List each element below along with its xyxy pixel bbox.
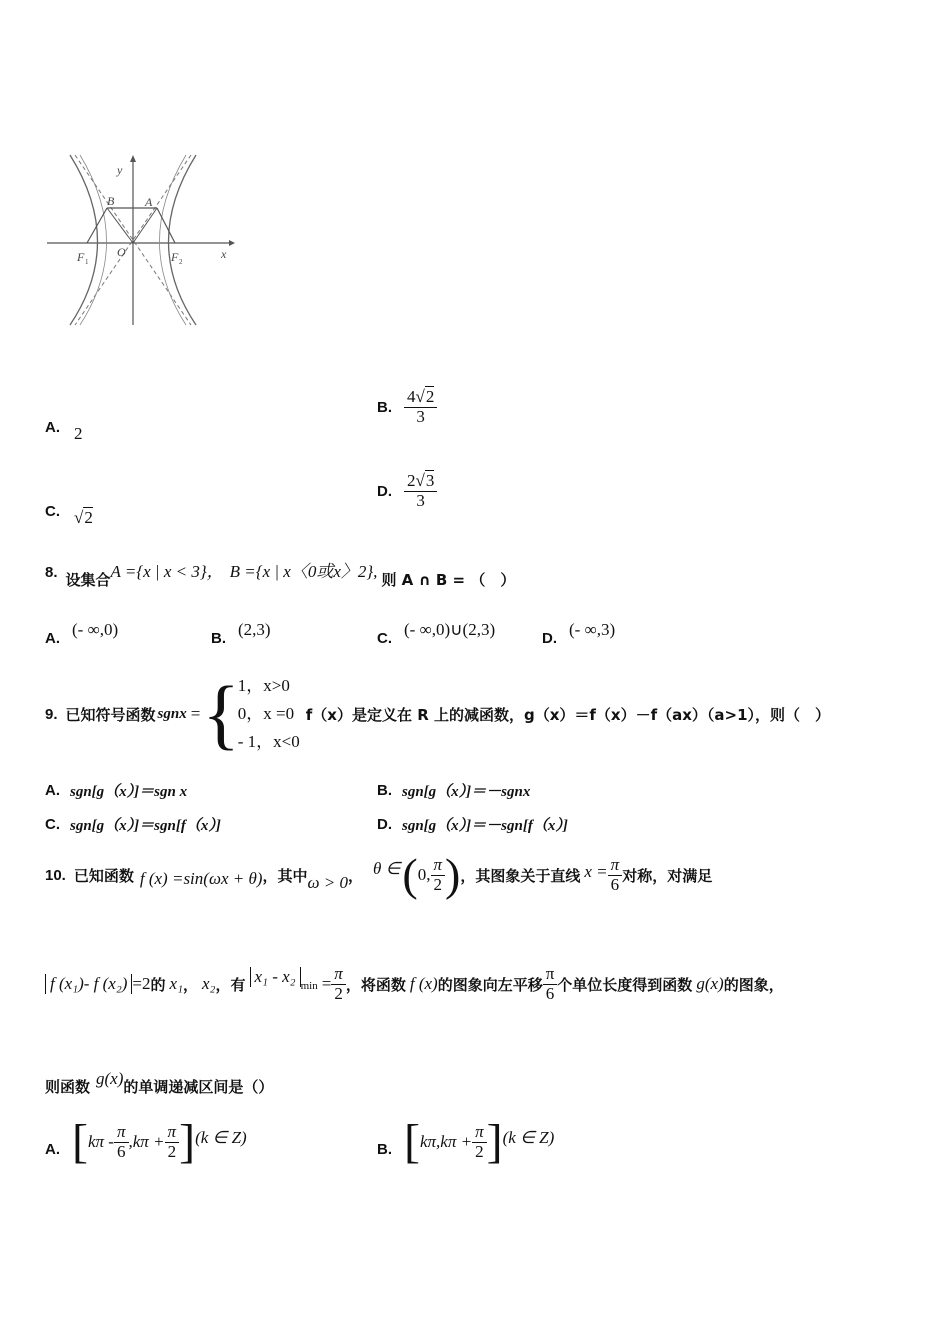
- q8-option-c[interactable]: [377, 612, 495, 647]
- option-letter: D.: [377, 482, 392, 500]
- q10-option-b[interactable]: B. [ kπ,kπ + $\frac{\pi}{2}$ ] (k ∈ Z): [377, 1115, 555, 1168]
- interval-left: 0,: [417, 865, 431, 884]
- q9-option-c[interactable]: [45, 814, 221, 835]
- question-tail: f（x）是定义在 R 上的减函数，g（x）＝f（x）－f（ax）（a>1），则（ ）: [305, 705, 831, 724]
- q10-stem-line2: f (x₁)- f (x₂) =2 的 x₁ ， x₂ ，有 x₁ - x₂ min = $\frac{\pi}{2}$ ，将函数 f (x) 的图象向左平移 $\frac{\pi}{6}$ 个单位长度得到函数 g(x) 的图象，: [45, 965, 784, 1003]
- focus-f1-sub: 1: [85, 258, 89, 266]
- x1: x₁: [169, 974, 183, 994]
- hyperbola-figure: [45, 150, 235, 330]
- function-g: g(x): [696, 974, 724, 994]
- text-segment: 的图象向左平移: [437, 975, 543, 994]
- q8-option-a[interactable]: [45, 612, 118, 647]
- option-letter: D.: [542, 630, 557, 647]
- min-difference: x₁ - x₂: [250, 967, 301, 987]
- q8-stem: [45, 555, 515, 590]
- option-letter: B.: [377, 398, 392, 416]
- line-x-eq: x =: [584, 862, 608, 881]
- text-segment: ，其中: [262, 866, 308, 885]
- pi-over-six: $\frac{\pi}{6}$: [114, 1123, 129, 1161]
- text-segment: ，: [183, 975, 199, 994]
- q7-option-c[interactable]: [45, 494, 93, 528]
- interval-left: kπ,kπ +: [419, 1132, 473, 1151]
- function-f: f (x) =sin(ωx + θ): [139, 869, 263, 888]
- q8-option-d[interactable]: [542, 612, 615, 647]
- option-letter: C.: [377, 630, 392, 647]
- pi-over-two: $\frac{\pi}{2}$: [431, 856, 446, 894]
- y-axis-label: y: [117, 163, 123, 177]
- q9-option-a[interactable]: [45, 780, 187, 801]
- interval-mid: ,kπ +: [128, 1132, 165, 1151]
- question-number: 8.: [45, 564, 58, 581]
- question-lead: 已知函数: [73, 866, 134, 885]
- pi-over-six: $\frac{\pi}{6}$: [608, 856, 623, 894]
- x-axis-label: x: [221, 247, 227, 261]
- text-segment: 个单位长度得到函数: [557, 975, 693, 994]
- option-letter: A.: [45, 630, 60, 647]
- question-lead: 已知符号函数: [65, 705, 156, 724]
- point-a-label: A: [145, 195, 153, 209]
- q9-option-b[interactable]: [377, 780, 530, 801]
- q9-stem: 9. 已知符号函数 sgnx = { 1，x>0 0，x =0 - 1，x<0 f（x）是定义在 R 上的减函数，g（x）＝f（x）－f（ax）（a>1），则（ ）: [45, 670, 831, 757]
- option-fraction: $\frac{2√3}{3}$: [404, 472, 437, 510]
- option-value: sgn[g（x）]＝－sgnx: [402, 784, 531, 800]
- option-letter: C.: [45, 502, 60, 520]
- option-letter: A.: [45, 418, 60, 436]
- pi-over-two: $\frac{\pi}{2}$: [472, 1123, 487, 1161]
- q9-option-d[interactable]: [377, 814, 568, 835]
- x2: x₂: [202, 974, 216, 994]
- focus-f1-label: F: [77, 250, 85, 264]
- text-segment: ，: [347, 866, 363, 885]
- q10-option-a[interactable]: A. [ kπ - $\frac{\pi}{6}$ ,kπ + $\frac{\pi}{2}$ ] (k ∈ Z): [45, 1115, 247, 1168]
- frac-den: 3: [416, 490, 425, 510]
- frac-sqrt: 2: [425, 387, 435, 406]
- text-segment: 的单调递减区间是（）: [123, 1078, 274, 1096]
- option-letter: B.: [377, 1140, 392, 1158]
- option-value: (- ∞,0): [72, 619, 119, 639]
- option-value: (- ∞,0)∪(2,3): [404, 619, 496, 639]
- hyperbola-diagram: [45, 150, 235, 330]
- option-value: sgn[g（x）]＝－sgn[f（x）]: [402, 818, 568, 834]
- option-letter: B.: [211, 630, 226, 647]
- question-number: 10.: [45, 866, 66, 884]
- option-fraction: $\frac{4√2}{3}$: [404, 388, 437, 426]
- theta-condition: θ ∈: [373, 859, 401, 878]
- question-number: 9.: [45, 705, 58, 723]
- text-segment: 则函数: [45, 1078, 91, 1096]
- q7-option-b[interactable]: [377, 388, 437, 426]
- q10-stem-line1: 10. 已知函数 f (x) =sin(ωx + θ) ，其中 ω > 0 ， θ ∈ ( 0, $\frac{\pi}{2}$ ) ，其图象关于直线 x = $\frac{\pi}{6}$ 对称，对满足: [45, 849, 713, 900]
- case-1: 1，x>0: [237, 676, 290, 695]
- interval-left: kπ -: [87, 1132, 114, 1151]
- piecewise-cases: [238, 672, 300, 756]
- text-segment: ，其图象关于直线: [460, 866, 581, 885]
- k-in-z: (k ∈ Z): [195, 1128, 247, 1147]
- option-letter: A.: [45, 1140, 60, 1158]
- q10-stem-line3: [45, 1060, 273, 1097]
- option-letter: D.: [377, 816, 392, 833]
- abs-difference: f (x₁)- f (x₂): [45, 974, 132, 994]
- focus-f2-label: F: [171, 250, 179, 264]
- set-a: A ={x | x < 3}，: [110, 562, 224, 581]
- pi-over-six: $\frac{\pi}{6}$: [543, 965, 558, 1003]
- option-letter: C.: [45, 816, 60, 833]
- function-g: g(x): [96, 1068, 124, 1088]
- option-value: (2,3): [238, 619, 271, 639]
- option-value: 2: [74, 424, 83, 443]
- option-letter: B.: [377, 782, 392, 799]
- text-segment: 的图象，: [723, 975, 784, 994]
- set-b: B ={x | x〈0或x〉2},: [229, 562, 378, 581]
- focus-f2-sub: 2: [179, 258, 183, 266]
- frac-num: 2: [407, 471, 416, 490]
- option-value: (- ∞,3): [569, 619, 616, 639]
- text-segment: ，将函数: [345, 975, 406, 994]
- text-segment: 的: [150, 975, 166, 994]
- q7-option-d[interactable]: [377, 472, 437, 510]
- omega-condition: ω > 0: [307, 873, 348, 892]
- k-in-z: (k ∈ Z): [502, 1128, 555, 1147]
- function-f: f (x): [409, 974, 438, 994]
- frac-num: 4: [407, 387, 416, 406]
- pi-over-two: $\frac{\pi}{2}$: [165, 1123, 180, 1161]
- pi-over-two: $\frac{\pi}{2}$: [331, 965, 346, 1003]
- option-value: sgn[g（x）]＝sgn x: [70, 784, 188, 800]
- case-2: 0，x =0: [237, 704, 295, 723]
- case-3: - 1，x<0: [237, 732, 300, 751]
- option-value: sgn[g（x）]＝sgn[f（x）]: [70, 818, 221, 834]
- text-segment: 对称，对满足: [622, 866, 713, 885]
- equals-two: =2: [132, 974, 151, 994]
- frac-sqrt: 3: [425, 471, 435, 490]
- q7-option-a[interactable]: [45, 410, 83, 444]
- question-lead: 设集合: [65, 571, 111, 589]
- option-value: √2: [74, 508, 93, 527]
- origin-label: O: [117, 245, 126, 259]
- text-segment: ，有: [215, 975, 246, 994]
- min-sub: min: [300, 980, 318, 993]
- point-b-label: B: [107, 194, 115, 208]
- sgn-function: sgnx: [157, 705, 187, 722]
- frac-den: 3: [416, 406, 425, 426]
- question-tail: 则 A ∩ B = （ ）: [381, 571, 516, 589]
- q8-option-b[interactable]: [211, 612, 271, 647]
- option-letter: A.: [45, 782, 60, 799]
